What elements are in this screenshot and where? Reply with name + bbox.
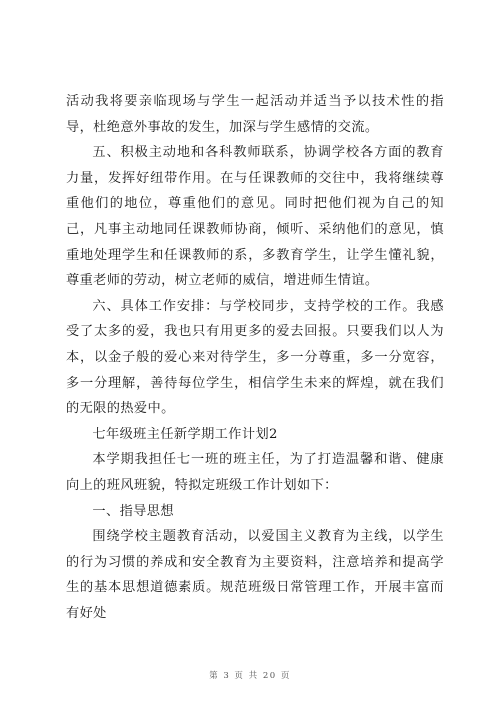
- paragraph-5: 本学期我担任七一班的班主任，为了打造温馨和谐、健康向上的班风班貌，特拟定班级工作计划如下：: [66, 452, 444, 493]
- paragraph-3: 六、具体工作安排：与学校同步，支持学校的工作。我感受了太多的爱，我也只有用更多的爱去回报。只要我们以人为本，以金子般的爱心来对待学生，多一分尊重，多一分宽容，多一分理解，善待每位学生，相信学生未来的辉煌，就在我们的无限的热爱中。: [66, 298, 444, 417]
- paragraph-7: 围绕学校主题教育活动，以爱国主义教育为主线，以学生的行为习惯的养成和安全教育为主要资料，注意培养和提高学生的基本思想道德素质。规范班级日常管理工作，开展丰富而有好处: [66, 529, 444, 621]
- subheading-guiding-ideology: 一、指导思想: [92, 503, 174, 519]
- page-number-footer: 第 3 页 共 20 页: [209, 671, 291, 681]
- paragraph-2: 五、积极主动地和各科教师联系，协调学校各方面的教育力量，发挥好纽带作用。在与任课教师的交往中，我将继续尊重他们的地位，尊重他们的意见。同时把他们视为自己的知己，凡事主动地同任课教师协商，倾听、采纳他们的意见，慎重地处理学生和任课教师的系，多教育学生，让学生懂礼貌，尊重老师的劳动，树立老师的威信，增进师生情谊。: [66, 145, 444, 289]
- section-title: 七年级班主任新学期工作计划2: [92, 426, 278, 442]
- document-body: [66, 89, 444, 626]
- paragraph-1: 活动我将要亲临现场与学生一起活动并适当予以技术性的指导，杜绝意外事故的发生，加深与学生感情的交流。: [66, 94, 444, 135]
